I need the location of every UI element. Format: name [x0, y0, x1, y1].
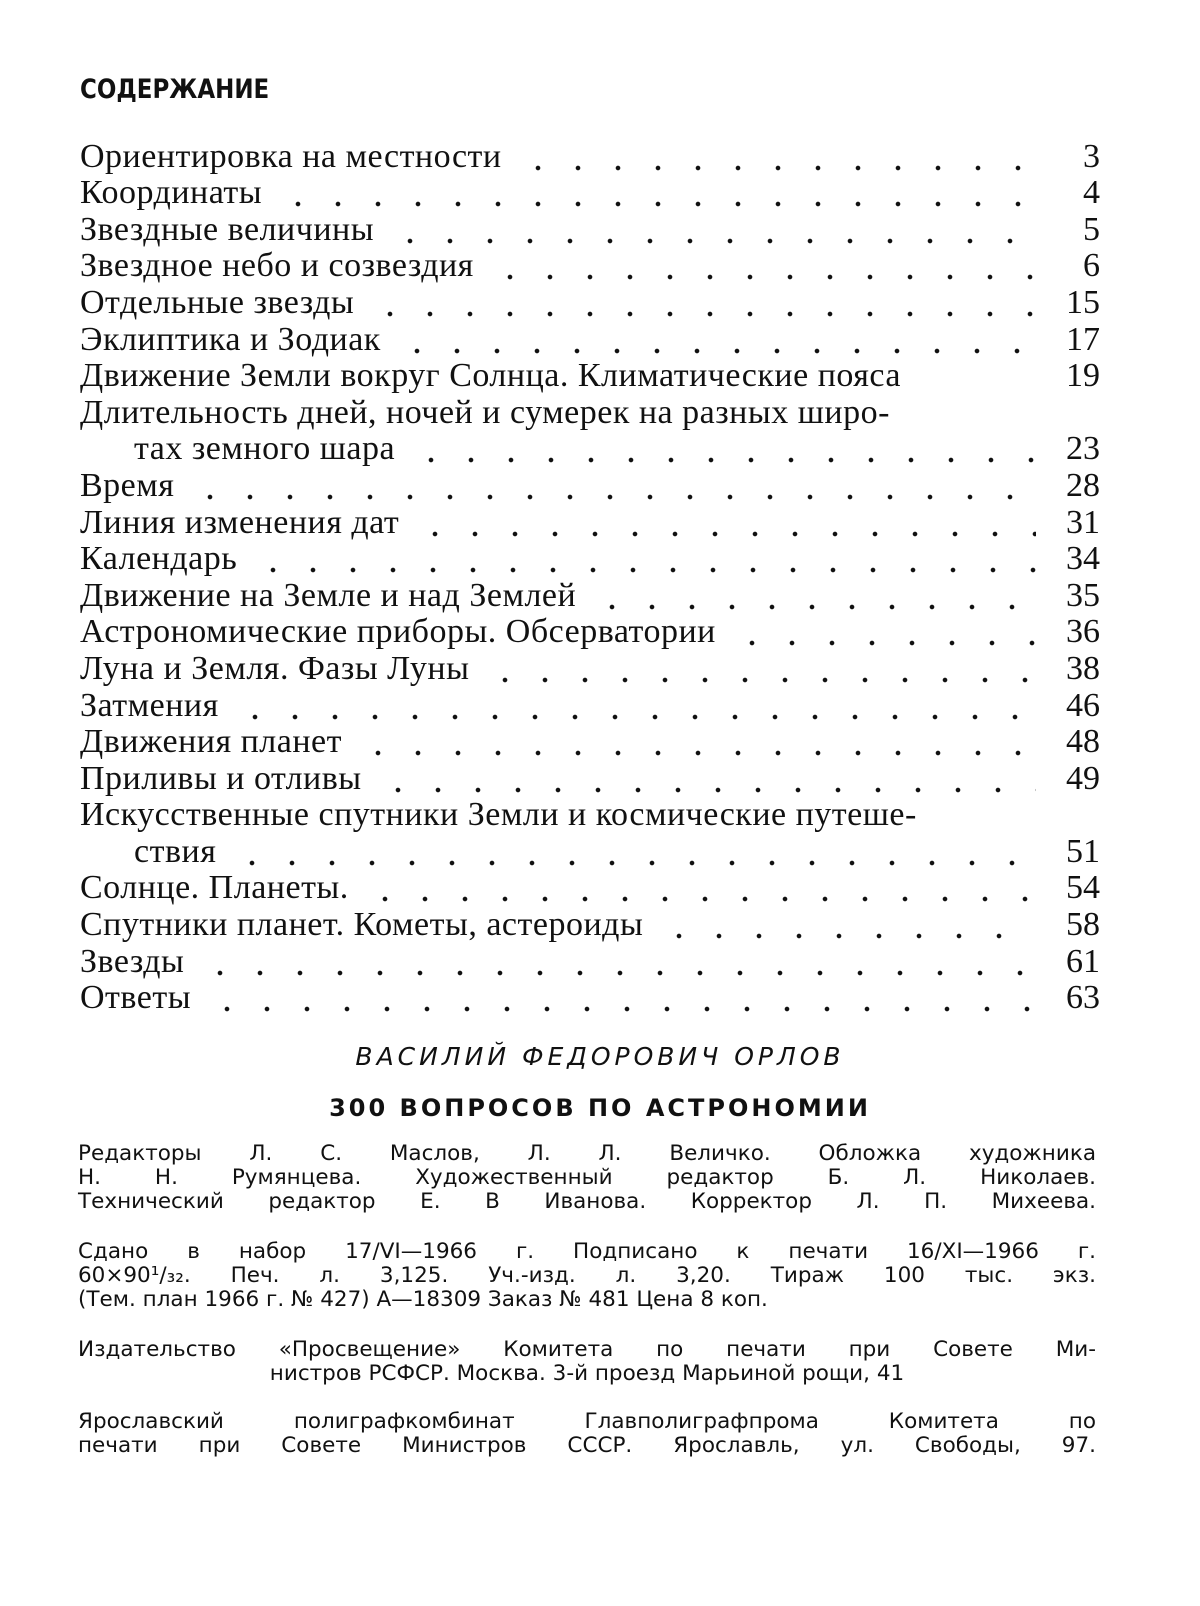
dot-leader: [518, 161, 1036, 175]
toc-entry: [80, 248, 1100, 285]
dot-leader: [490, 270, 1036, 284]
toc-entry-title: Ориентировка на местности: [80, 137, 502, 175]
toc-entry-title: Календарь: [80, 540, 238, 578]
toc-entry-title: Затмения: [80, 686, 219, 724]
toc-entry-title: Время: [80, 466, 175, 504]
toc-entry-page: 23: [1066, 430, 1100, 468]
toc-entry-title: Искусственные спутники Земли и космические путеше-: [80, 796, 917, 834]
toc-entry-page: 61: [1066, 942, 1100, 980]
table-of-contents: [80, 138, 1100, 1016]
toc-entry-page: 54: [1066, 869, 1100, 907]
publisher-info: [78, 1338, 1096, 1386]
dot-leader: [415, 527, 1036, 541]
printer-line: печати при Совете Министров СССР. Ярославль, ул. Свободы, 97.: [78, 1433, 1096, 1458]
dot-leader: [278, 197, 1036, 211]
toc-entry-title: Астрономические приборы. Обсерватории: [80, 613, 716, 651]
toc-entry-page: 35: [1066, 576, 1100, 614]
toc-entry-page: 36: [1066, 613, 1100, 651]
toc-entry-title: Движение на Земле и над Землей: [80, 576, 577, 614]
toc-entry: [80, 541, 1100, 578]
toc-entry: [80, 467, 1100, 504]
toc-entry-page: 5: [1083, 210, 1100, 248]
toc-entry-title: Эклиптика и Зодиак: [80, 320, 381, 358]
editors-line: Технический редактор Е. В Иванова. Корректор Л. П. Михеева.: [78, 1189, 1096, 1214]
toc-entry: [80, 687, 1100, 724]
toc-entry: [80, 321, 1100, 358]
author-name: ВАСИЛИЙ ФЕДОРОВИЧ ОРЛОВ: [355, 1042, 845, 1071]
toc-entry-title: Движение Земли вокруг Солнца. Климатические пояса: [80, 357, 901, 395]
toc-entry-page: 63: [1066, 979, 1100, 1017]
dot-leader: [485, 673, 1036, 687]
dot-leader: [411, 453, 1036, 467]
print-details: [78, 1240, 1096, 1312]
toc-entry: [80, 943, 1100, 980]
toc-entry-title-continued: тах земного шара: [134, 430, 396, 468]
toc-entry: [80, 211, 1100, 248]
dot-leader: [253, 563, 1036, 577]
print-details-line: (Тем. план 1966 г. № 427) А—18309 Заказ № 481 Цена 8 коп.: [78, 1287, 768, 1312]
toc-entry-page: 31: [1066, 503, 1100, 541]
toc-entry-title: Отдельные звезды: [80, 283, 355, 321]
toc-entry-page: 3: [1083, 137, 1100, 175]
dot-leader: [659, 929, 1036, 943]
dot-leader: [370, 307, 1036, 321]
toc-entry-title: Звездное небо и созвездия: [80, 247, 474, 285]
dot-leader: [232, 856, 1036, 870]
toc-entry-page: 6: [1083, 247, 1100, 285]
toc-entry-title: Звездные величины: [80, 210, 375, 248]
toc-entry-title: Звезды: [80, 942, 185, 980]
toc-entry: [80, 870, 1100, 907]
dot-leader: [200, 966, 1036, 980]
toc-entry: [80, 980, 1100, 1017]
toc-entry-page: 49: [1066, 759, 1100, 797]
toc-entry-wrapped-line2: [80, 431, 1100, 468]
toc-entry-title: Координаты: [80, 174, 263, 212]
toc-entry-page: 17: [1066, 320, 1100, 358]
printer-info: [78, 1410, 1096, 1458]
toc-entry-title: Солнце. Планеты.: [80, 869, 349, 907]
toc-entry: [80, 724, 1100, 761]
toc-entry-wrapped-line2: [80, 833, 1100, 870]
editors-line: Редакторы Л. С. Маслов, Л. Л. Величко. Обложка художника: [78, 1141, 1096, 1166]
toc-entry-page: 28: [1066, 466, 1100, 504]
dot-leader: [732, 636, 1036, 650]
toc-entry-title: Линия изменения дат: [80, 503, 400, 541]
book-title: 300 ВОПРОСОВ ПО АСТРОНОМИИ: [329, 1094, 871, 1122]
toc-entry-title: Приливы и отливы: [80, 759, 362, 797]
toc-entry-title: Движения планет: [80, 723, 343, 761]
toc-entry: [80, 175, 1100, 212]
toc-entry: [80, 614, 1100, 651]
toc-entry-title: Ответы: [80, 979, 192, 1017]
toc-entry-page: 46: [1066, 686, 1100, 724]
toc-entry: [80, 760, 1100, 797]
toc-entry: [80, 138, 1100, 175]
toc-entry-page: 15: [1066, 283, 1100, 321]
toc-entry: [80, 504, 1100, 541]
dot-leader: [378, 783, 1036, 797]
dot-leader: [235, 710, 1036, 724]
toc-heading: СОДЕРЖАНИЕ: [80, 74, 270, 105]
toc-entry-page: 51: [1066, 832, 1100, 870]
printer-line: Ярославский полиграфкомбинат Главполиграфпрома Комитета по: [78, 1409, 1096, 1434]
dot-leader: [207, 1002, 1036, 1016]
toc-entry-wrapped-line1: [80, 797, 1100, 834]
dot-leader: [901, 380, 1060, 394]
dot-leader: [397, 344, 1036, 358]
toc-entry: [80, 284, 1100, 321]
toc-entry-page: 34: [1066, 540, 1100, 578]
toc-entry-page: 58: [1066, 906, 1100, 944]
editors-credits: [78, 1142, 1096, 1214]
toc-entry-page: 19: [1066, 357, 1100, 395]
toc-entry-wrapped-line1: [80, 394, 1100, 431]
dot-leader: [365, 892, 1036, 906]
toc-entry: [80, 906, 1100, 943]
toc-entry: [80, 358, 1100, 395]
toc-entry: [80, 650, 1100, 687]
toc-entry-title: Спутники планет. Кометы, астероиды: [80, 906, 644, 944]
toc-entry-page: 4: [1083, 174, 1100, 212]
dot-leader: [390, 234, 1036, 248]
toc-entry-title: Луна и Земля. Фазы Луны: [80, 649, 470, 687]
print-details-line: Сдано в набор 17/VI—1966 г. Подписано к печати 16/XI—1966 г.: [78, 1239, 1096, 1264]
publisher-line: нистров РСФСР. Москва. 3-й проезд Марьиной рощи, 41: [269, 1361, 905, 1386]
dot-leader: [592, 600, 1036, 614]
toc-entry-page: 38: [1066, 649, 1100, 687]
toc-entry: [80, 577, 1100, 614]
print-details-line: 60×90¹/₃₂. Печ. л. 3,125. Уч.-изд. л. 3,20. Тираж 100 тыс. экз.: [78, 1263, 1096, 1288]
toc-entry-title-continued: ствия: [134, 832, 217, 870]
toc-entry-page: 48: [1066, 723, 1100, 761]
publisher-line: Издательство «Просвещение» Комитета по печати при Совете Ми-: [78, 1337, 1096, 1362]
editors-line: Н. Н. Румянцева. Художественный редактор Б. Л. Николаев.: [78, 1165, 1096, 1190]
dot-leader: [358, 746, 1036, 760]
toc-entry-title: Длительность дней, ночей и сумерек на разных широ-: [80, 393, 890, 431]
dot-leader: [190, 490, 1036, 504]
